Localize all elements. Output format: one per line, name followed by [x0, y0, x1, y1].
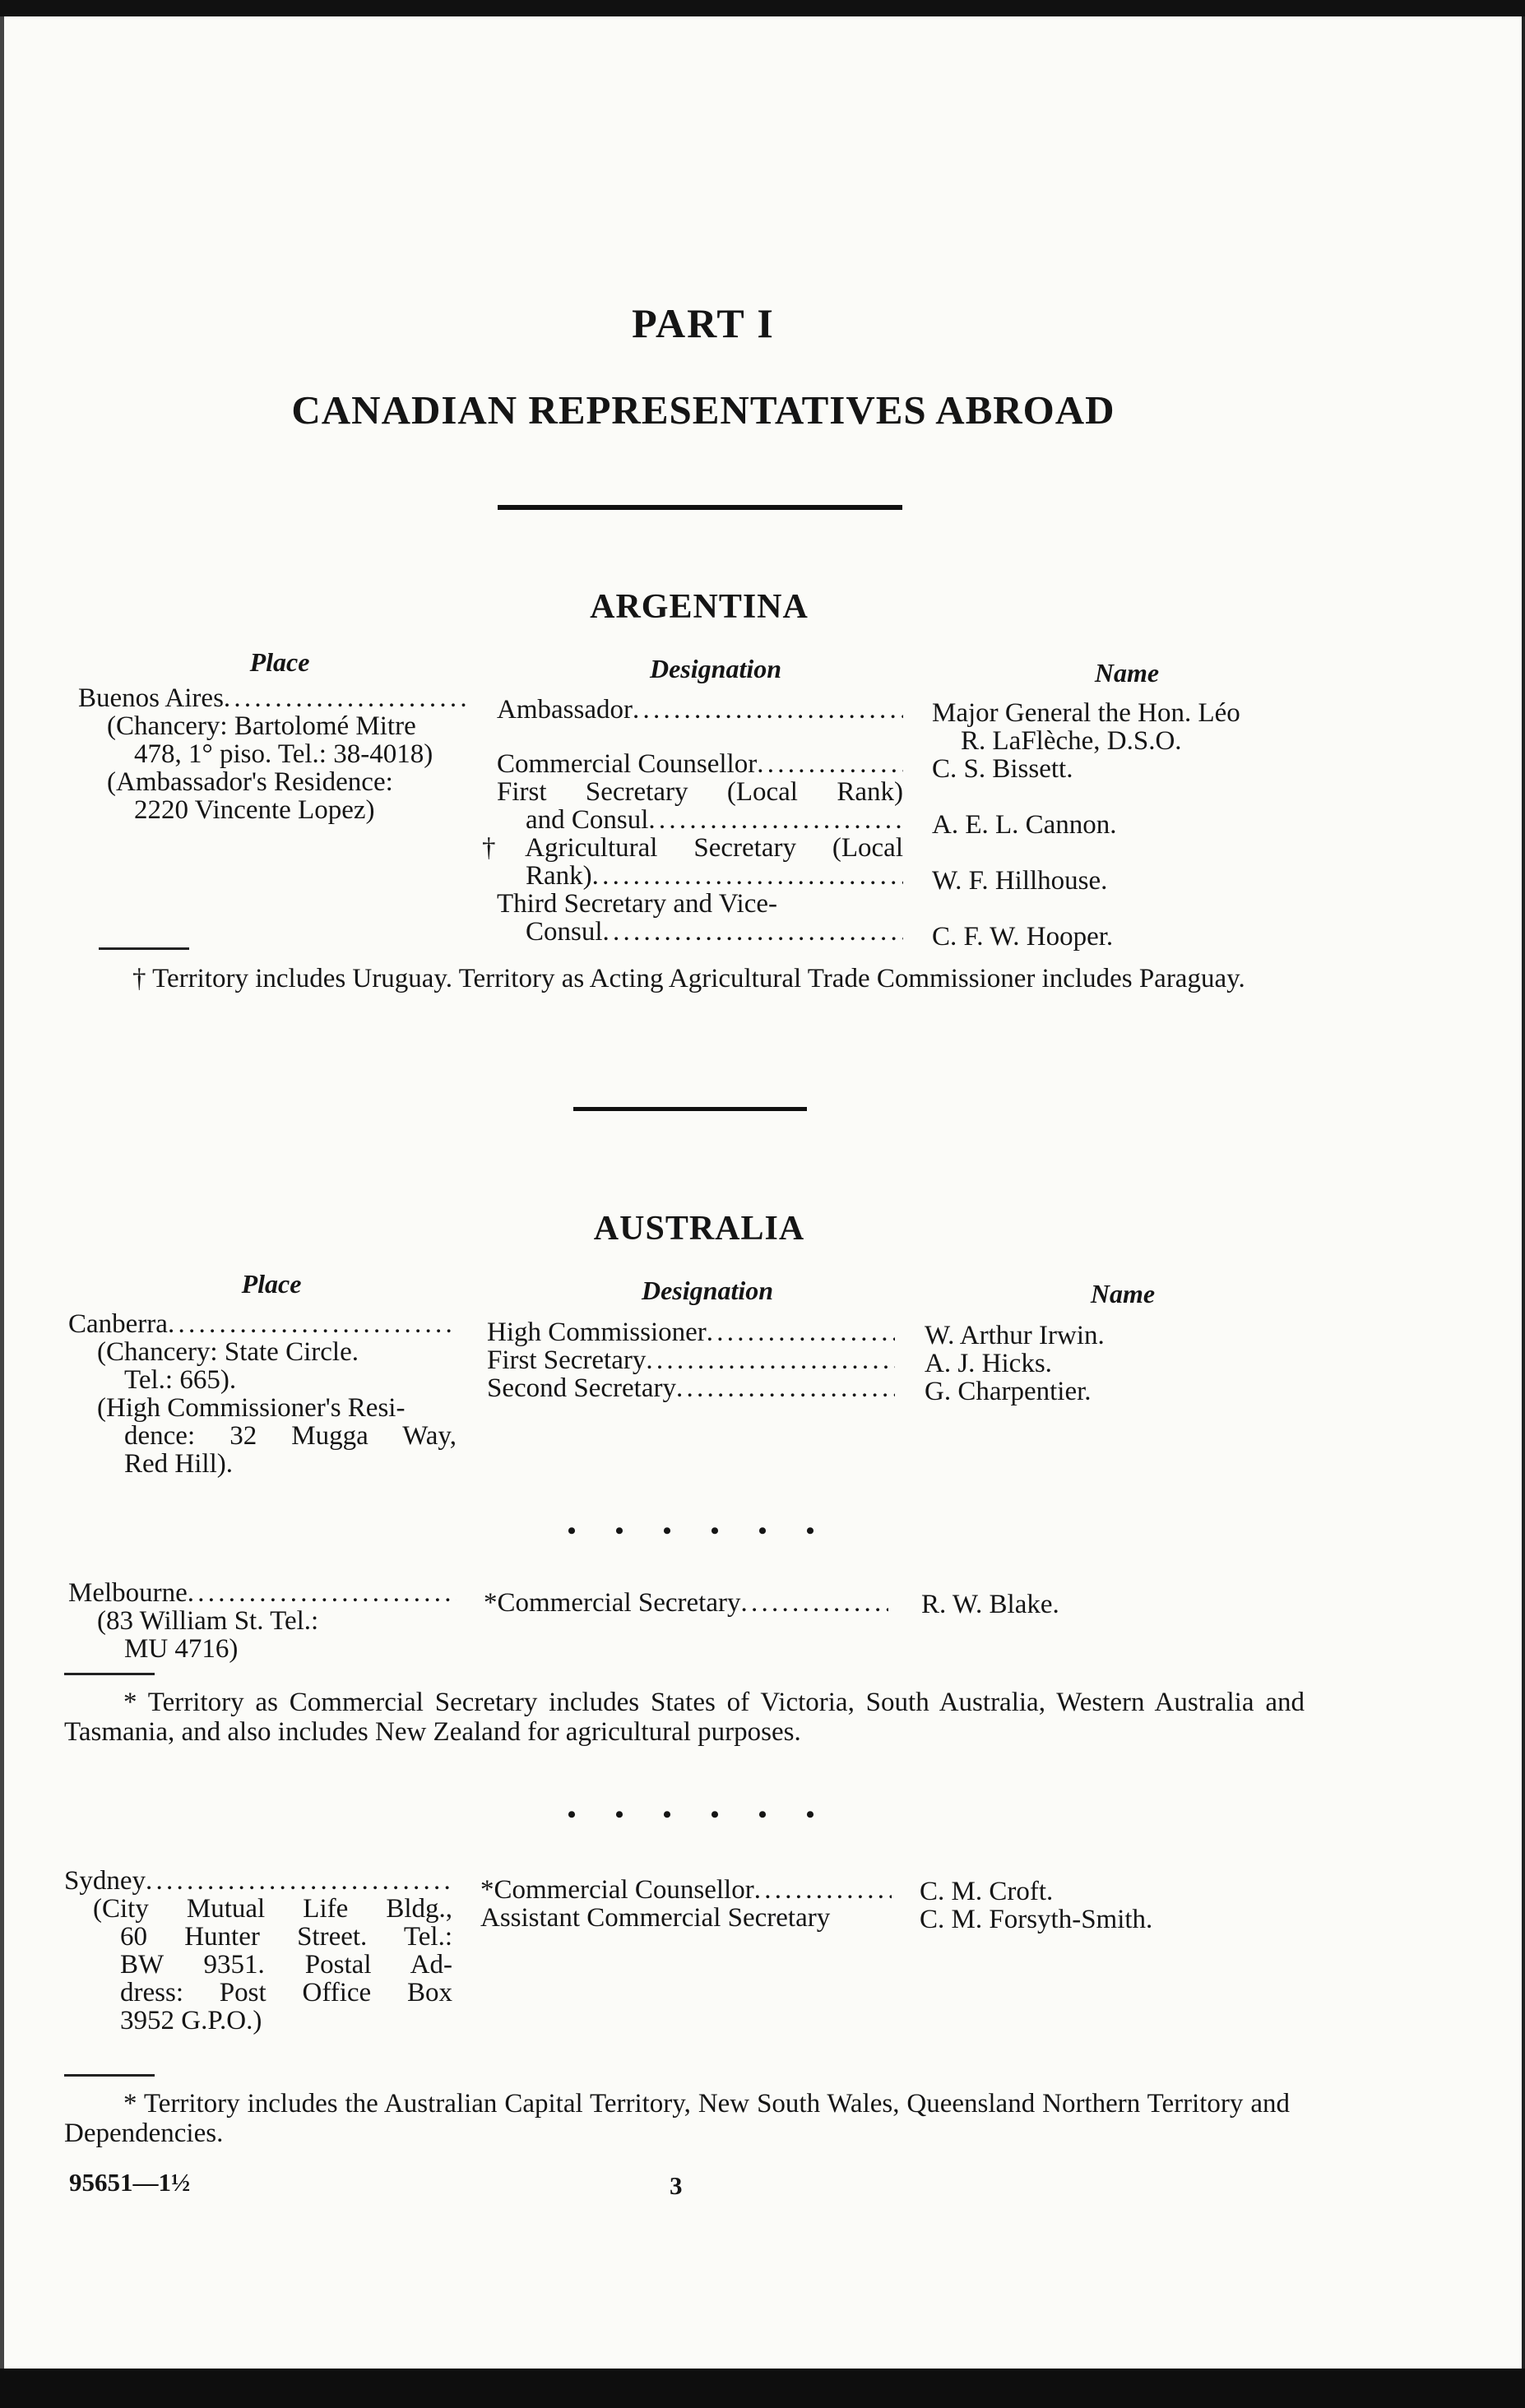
name-entry: G. Charpentier. [925, 1377, 1092, 1406]
place-city: Sydney . . . [64, 1867, 452, 1895]
title-divider [498, 505, 902, 510]
designation-entry: and Consul . . . [497, 806, 903, 834]
designation-column [482, 695, 903, 947]
name-entry: W. Arthur Irwin. [925, 1321, 1105, 1350]
name-entry: C. M. Croft. [920, 1877, 1054, 1906]
place-address-line: (City Mutual Life Bldg., [93, 1894, 452, 1924]
column-header-designation: Designation [641, 1276, 774, 1305]
designation-entry: Consul . . . [497, 918, 903, 946]
place-column [68, 1579, 457, 1663]
footnote-rule [99, 947, 189, 950]
designation-entry: First Secretary . . . [487, 1346, 895, 1374]
column-header-place: Place [249, 647, 310, 677]
name-entry: A. J. Hicks. [925, 1349, 1052, 1378]
country-heading-argentina: ARGENTINA [590, 588, 809, 626]
designation-entry: Commercial Counsellor . . . [497, 750, 903, 778]
place-column [68, 1310, 457, 1478]
place-address-line: (Chancery: State Circle. [97, 1337, 359, 1367]
designation-entry: *Commercial Secretary . . . [484, 1589, 888, 1617]
part-title: PART I [632, 300, 775, 346]
section-divider [573, 1107, 807, 1111]
scan-left-border [0, 16, 4, 2369]
designation-column [487, 1318, 895, 1402]
place-address-line: MU 4716) [124, 1634, 239, 1664]
place-address-line: dence: 32 Mugga Way, [124, 1421, 457, 1451]
name-entry: R. LaFlèche, D.S.O. [961, 726, 1182, 756]
print-code: 95651—1½ [69, 2168, 191, 2197]
name-column [920, 1878, 1380, 1933]
place-address-line: Tel.: 665). [124, 1365, 237, 1395]
name-entry: C. M. Forsyth-Smith. [920, 1905, 1153, 1934]
scan-top-border [0, 0, 1525, 16]
column-header-designation: Designation [649, 654, 782, 683]
footnote-rule [64, 2074, 155, 2077]
designation-column [484, 1589, 888, 1617]
column-header-place: Place [241, 1269, 302, 1299]
name-column [925, 1322, 1336, 1405]
name-entry: R. W. Blake. [921, 1590, 1059, 1619]
footnote-rule [64, 1673, 155, 1675]
place-address-line: (Ambassador's Residence: [107, 767, 393, 797]
footnote-argentina: † Territory includes Uruguay. Territory as Acting Agricultural Trade Commissioner includes Paraguay. [132, 964, 1245, 993]
designation-entry: First Secretary (Local Rank) [497, 777, 903, 807]
designation-entry: Second Secretary . . . [487, 1374, 895, 1402]
column-header-name: Name [1090, 1279, 1156, 1308]
name-entry: Major General the Hon. Léo [932, 698, 1240, 728]
designation-entry: High Commissioner . . . [487, 1318, 895, 1346]
column-header-name: Name [1094, 658, 1160, 688]
designation-entry: Rank) . . . [497, 862, 903, 890]
section-separator: • • • • • • [567, 1517, 832, 1544]
designation-entry: Third Secretary and Vice- [497, 889, 778, 919]
place-address-line: dress: Post Office Box [120, 1978, 452, 2007]
designation-entry: †Agricultural Secretary (Local [482, 833, 903, 863]
place-city: Melbourne . . . [68, 1579, 457, 1607]
scan-bottom-border [0, 2369, 1525, 2408]
place-address-line: (High Commissioner's Resi- [97, 1393, 406, 1423]
place-city: Canberra . . . [68, 1310, 457, 1338]
footnote-melbourne: * Territory as Commercial Secretary includes States of Victoria, South Australia, Western Australia and Tasmania, and also includes New Zealand for agricultural purposes. [64, 1688, 1305, 1747]
name-entry: W. F. Hillhouse. [932, 866, 1108, 896]
name-entry: C. S. Bissett. [932, 754, 1073, 784]
designation-entry: *Commercial Counsellor . . . [480, 1876, 892, 1904]
designation-column [480, 1876, 892, 1932]
scan-right-border [1522, 16, 1525, 2369]
name-entry: C. F. W. Hooper. [932, 922, 1114, 952]
designation-entry: Assistant Commercial Secretary [480, 1903, 831, 1933]
place-address-line: 478, 1° piso. Tel.: 38-4018) [134, 739, 433, 769]
designation-entry: Ambassador . . . [497, 696, 903, 724]
place-column [78, 684, 469, 824]
document-title: CANADIAN REPRESENTATIVES ABROAD [291, 387, 1115, 433]
place-address-line: 2220 Vincente Lopez) [134, 795, 375, 825]
section-separator: • • • • • • [567, 1801, 832, 1828]
place-address-line: 60 Hunter Street. Tel.: [120, 1922, 452, 1952]
country-heading-australia: AUSTRALIA [593, 1210, 805, 1248]
place-address-line: BW 9351. Postal Ad- [120, 1950, 452, 1980]
place-address-line: (83 William St. Tel.: [97, 1606, 319, 1636]
place-address-line: 3952 G.P.O.) [120, 2006, 262, 2035]
name-entry: A. E. L. Cannon. [932, 810, 1117, 840]
place-address-line: Red Hill). [124, 1449, 233, 1479]
footnote-sydney: * Territory includes the Australian Capital Territory, New South Wales, Queensland Northern Territory and Dependencies. [64, 2089, 1290, 2148]
place-city: Buenos Aires . . . [78, 684, 469, 712]
place-address-line: (Chancery: Bartolomé Mitre [107, 711, 416, 741]
place-column [64, 1867, 452, 2035]
name-column [921, 1591, 1333, 1618]
page-number: 3 [670, 2171, 683, 2200]
name-column [932, 699, 1417, 951]
